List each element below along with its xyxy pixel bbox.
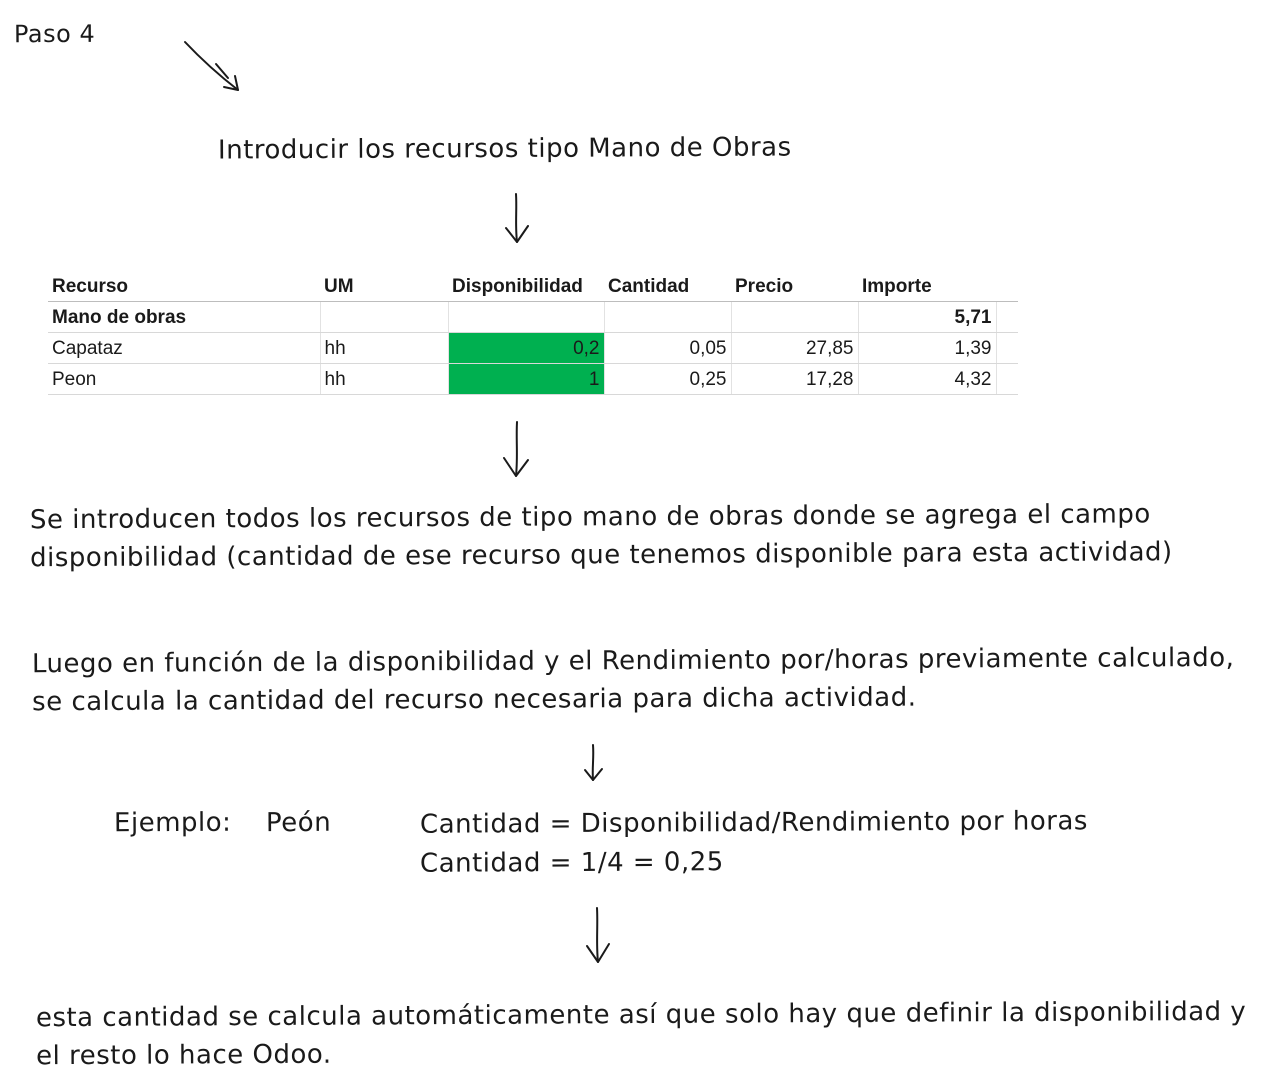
header-disponibilidad: Disponibilidad	[448, 270, 604, 301]
group-spacer	[996, 301, 1018, 332]
row-recurso: Peon	[48, 363, 320, 394]
row-importe: 4,32	[858, 363, 996, 394]
conclusion-paragraph: esta cantidad se calcula automáticamente así que solo hay que definir la disponibilidad y el resto lo hace Odoo.	[35, 996, 1247, 1072]
down-arrow-icon	[500, 418, 536, 484]
header-importe: Importe	[858, 270, 996, 301]
table-row	[48, 332, 1018, 363]
table-header-row	[48, 270, 1018, 301]
description-paragraph-1: Se introducen todos los recursos de tipo mano de obras donde se agrega el campo disponibilidad (cantidad de ese recurso que tenemos disponible para esta actividad)	[29, 499, 1173, 574]
header-recurso: Recurso	[48, 270, 320, 301]
row-precio: 27,85	[731, 332, 858, 363]
intro-title: Introducir los recursos tipo Mano de Obras	[217, 132, 792, 166]
row-cantidad: 0,05	[604, 332, 731, 363]
row-cantidad: 0,25	[604, 363, 731, 394]
example-label: Ejemplo:	[113, 807, 232, 839]
step-label: Paso 4	[13, 19, 96, 49]
group-um	[320, 301, 448, 332]
down-arrow-icon	[580, 742, 610, 788]
formula-line-1: Cantidad = Disponibilidad/Rendimiento por horas	[419, 806, 1089, 840]
header-cantidad: Cantidad	[604, 270, 731, 301]
example-name: Peón	[265, 807, 332, 839]
row-um: hh	[320, 363, 448, 394]
row-importe: 1,39	[858, 332, 996, 363]
description-paragraph-2: Luego en función de la disponibilidad y el Rendimiento por/horas previamente calculado, se calcula la cantidad del recurso necesaria para dicha actividad.	[31, 642, 1235, 718]
group-cantidad	[604, 301, 731, 332]
group-disponibilidad	[448, 301, 604, 332]
down-arrow-icon	[582, 904, 616, 970]
resource-table	[48, 270, 1018, 395]
row-spacer	[996, 332, 1018, 363]
group-importe: 5,71	[858, 301, 996, 332]
formula-line-2: Cantidad = 1/4 = 0,25	[419, 847, 724, 879]
header-spacer	[996, 270, 1018, 301]
table-row	[48, 363, 1018, 394]
diagonal-arrow-icon	[180, 36, 250, 96]
group-name: Mano de obras	[48, 301, 320, 332]
table-group-row	[48, 301, 1018, 332]
row-spacer	[996, 363, 1018, 394]
row-precio: 17,28	[731, 363, 858, 394]
header-um: UM	[320, 270, 448, 301]
row-disponibilidad[interactable]: 0,2	[448, 332, 604, 363]
row-recurso: Capataz	[48, 332, 320, 363]
down-arrow-icon	[500, 190, 536, 250]
row-disponibilidad[interactable]: 1	[448, 363, 604, 394]
group-precio	[731, 301, 858, 332]
header-precio: Precio	[731, 270, 858, 301]
row-um: hh	[320, 332, 448, 363]
